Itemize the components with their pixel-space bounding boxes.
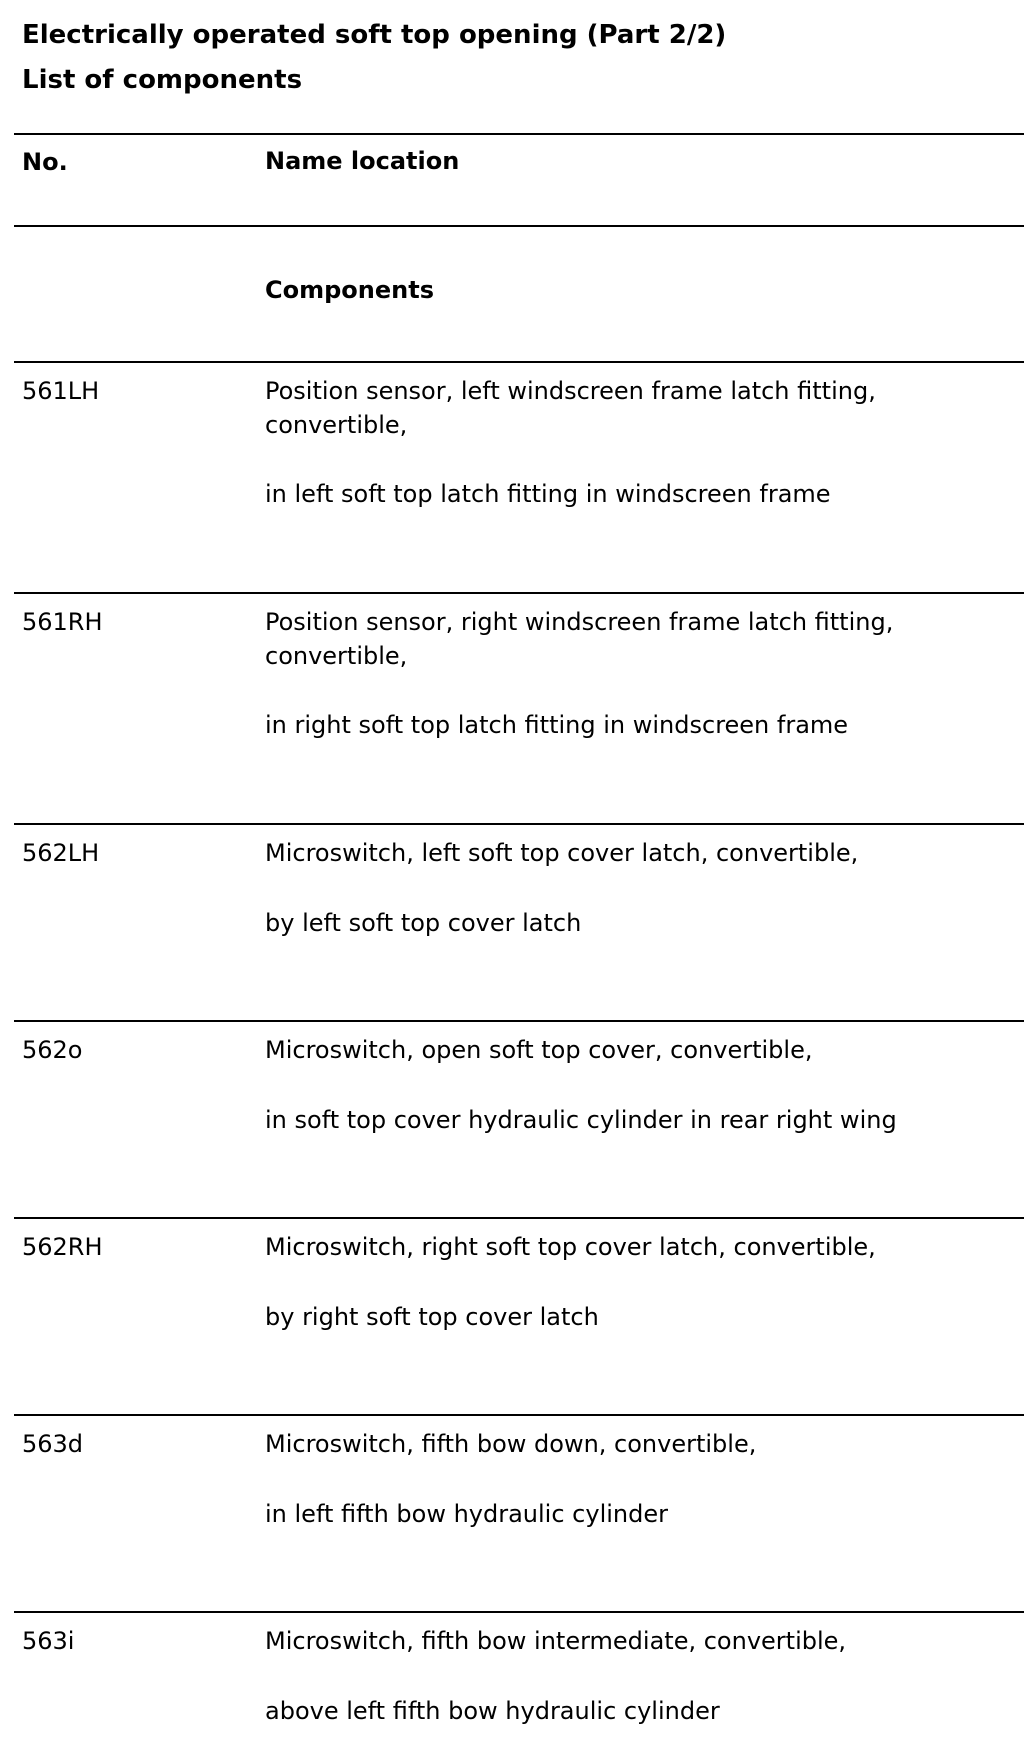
row-divider [14,1414,1024,1416]
row-divider [14,1611,1024,1613]
component-name: Microswitch, left soft top cover latch, convertible, [265,839,859,867]
row-divider [14,823,1024,825]
component-location: in left soft top latch fitting in windscreen frame [265,480,831,508]
row-divider [14,1020,1024,1022]
component-name: Position sensor, left windscreen frame latch fitting, convertible, [265,377,876,439]
component-number: 561RH [22,608,103,636]
component-location: above left fifth bow hydraulic cylinder [265,1697,720,1725]
component-location: by left soft top cover latch [265,909,582,937]
table-top-rule [14,133,1024,135]
component-number: 563d [22,1430,84,1458]
document-subtitle: List of components [22,65,303,95]
component-name: Microswitch, right soft top cover latch, convertible, [265,1233,876,1261]
document-title: Electrically operated soft top opening (Part 2/2) [22,20,727,50]
component-description [265,374,1010,442]
component-name: Microswitch, open soft top cover, convertible, [265,1036,813,1064]
section-label-components: Components [265,276,434,304]
column-header-name-location: Name location [265,147,460,175]
component-location: in right soft top latch fitting in windscreen frame [265,711,849,739]
row-divider [14,361,1024,363]
row-divider [14,1217,1024,1219]
component-name: Microswitch, fifth bow down, convertible, [265,1430,757,1458]
component-number: 562o [22,1036,83,1064]
component-location: in soft top cover hydraulic cylinder in rear right wing [265,1106,897,1134]
component-location: by right soft top cover latch [265,1303,599,1331]
component-name: Microswitch, fifth bow intermediate, convertible, [265,1627,847,1655]
component-location: in left fifth bow hydraulic cylinder [265,1500,668,1528]
component-number: 563i [22,1627,75,1655]
column-header-no: No. [22,148,68,176]
row-divider [14,592,1024,594]
component-number: 562LH [22,839,100,867]
component-description [265,605,1010,673]
component-name: Position sensor, right windscreen frame latch fitting, convertible, [265,608,894,670]
component-number: 562RH [22,1233,103,1261]
component-number: 561LH [22,377,100,405]
header-bottom-rule [14,225,1024,227]
